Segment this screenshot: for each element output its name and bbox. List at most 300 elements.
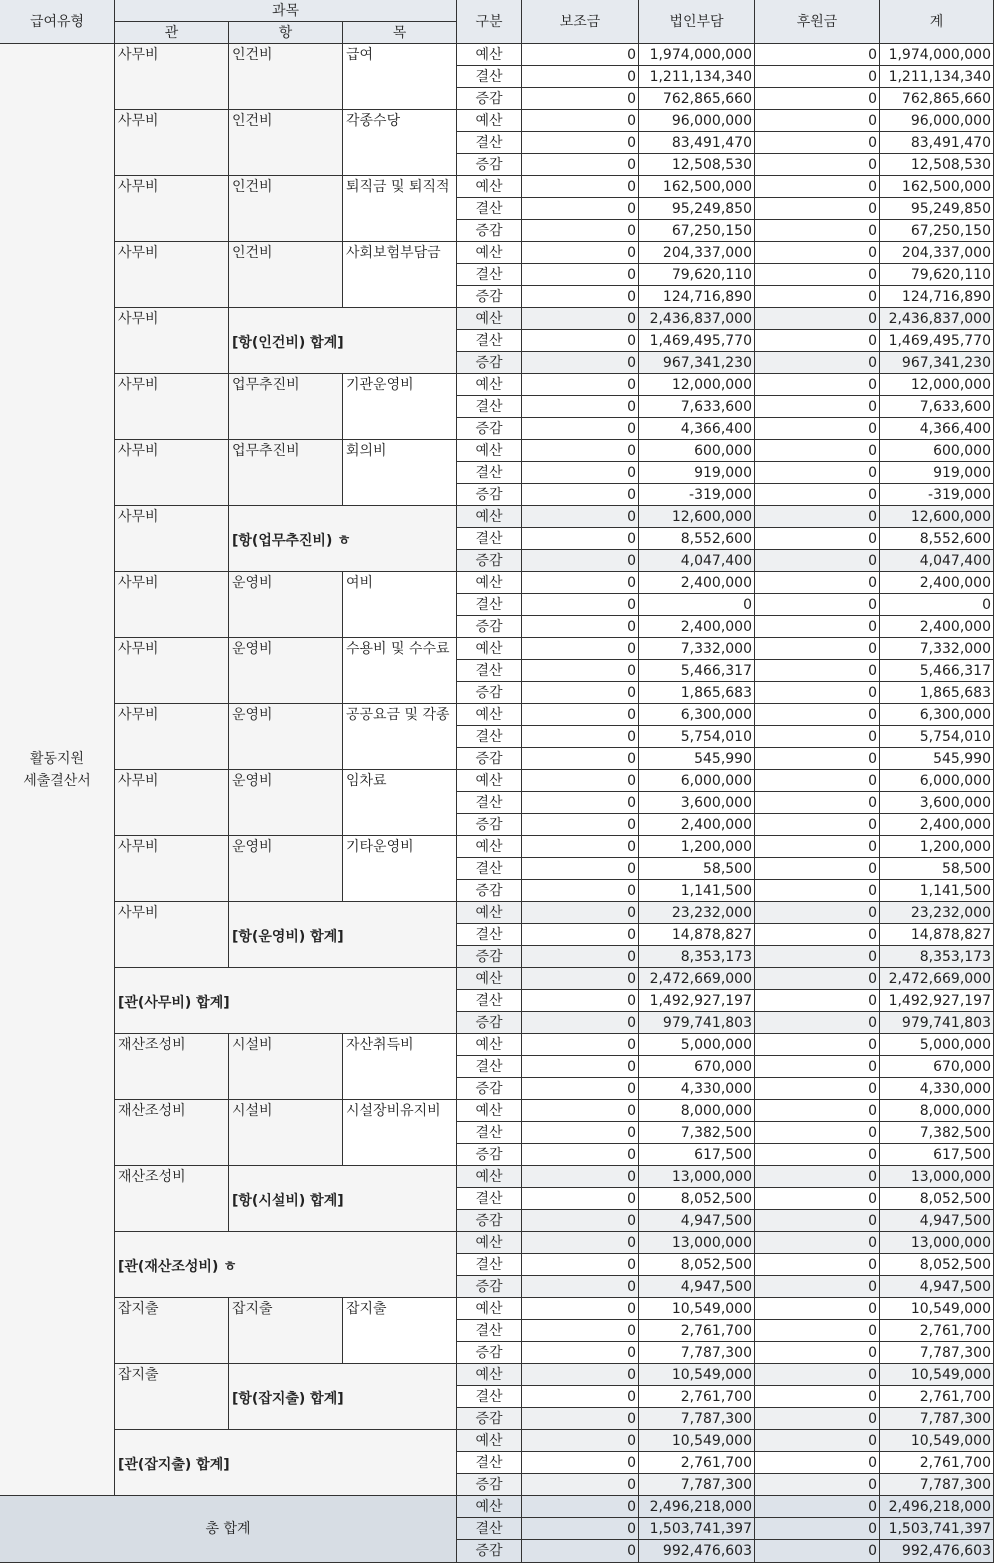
corporate-cell: 10,549,000 xyxy=(639,1364,755,1386)
corporate-cell: 4,947,500 xyxy=(639,1276,755,1298)
sponsor-cell: 0 xyxy=(755,440,880,462)
subsidy-cell: 0 xyxy=(522,66,639,88)
corporate-cell: 2,400,000 xyxy=(639,572,755,594)
division-cell: 증감 xyxy=(457,814,522,836)
grand-subsidy-cell: 0 xyxy=(522,1496,639,1518)
total-cell: 2,761,700 xyxy=(880,1452,994,1474)
hang-cell: 인건비 xyxy=(229,110,343,176)
division-cell: 예산 xyxy=(457,638,522,660)
header-hang: 항 xyxy=(229,22,343,44)
sponsor-cell: 0 xyxy=(755,330,880,352)
division-cell: 증감 xyxy=(457,682,522,704)
subsidy-cell: 0 xyxy=(522,1320,639,1342)
sponsor-cell: 0 xyxy=(755,858,880,880)
hang-cell: 잡지출 xyxy=(229,1298,343,1364)
division-cell: 증감 xyxy=(457,1276,522,1298)
hang-cell: 운영비 xyxy=(229,836,343,902)
subsidy-cell: 0 xyxy=(522,1122,639,1144)
mok-cell: 각종수당 xyxy=(343,110,457,176)
total-cell: 83,491,470 xyxy=(880,132,994,154)
corporate-cell: 4,366,400 xyxy=(639,418,755,440)
gwan-cell: 재산조성비 xyxy=(115,1166,229,1232)
mok-cell: 잡지출 xyxy=(343,1298,457,1364)
division-cell: 결산 xyxy=(457,990,522,1012)
sponsor-cell: 0 xyxy=(755,286,880,308)
mok-cell: 시설장비유지비 xyxy=(343,1100,457,1166)
total-cell: 12,600,000 xyxy=(880,506,994,528)
division-cell: 예산 xyxy=(457,44,522,66)
subsidy-cell: 0 xyxy=(522,1298,639,1320)
sponsor-cell: 0 xyxy=(755,792,880,814)
grand-total-label: 총 합계 xyxy=(0,1496,457,1563)
header-corporate: 법인부담 xyxy=(639,0,755,44)
grand-division-cell: 결산 xyxy=(457,1518,522,1540)
sponsor-cell: 0 xyxy=(755,1408,880,1430)
sponsor-cell: 0 xyxy=(755,374,880,396)
grand-total-cell: 2,496,218,000 xyxy=(880,1496,994,1518)
sponsor-cell: 0 xyxy=(755,968,880,990)
gwan-cell: 사무비 xyxy=(115,638,229,704)
subsidy-cell: 0 xyxy=(522,1386,639,1408)
division-cell: 증감 xyxy=(457,616,522,638)
division-cell: 증감 xyxy=(457,484,522,506)
corporate-cell: 7,382,500 xyxy=(639,1122,755,1144)
corporate-cell: 4,047,400 xyxy=(639,550,755,572)
sponsor-cell: 0 xyxy=(755,242,880,264)
corporate-cell: 2,472,669,000 xyxy=(639,968,755,990)
total-cell: 8,052,500 xyxy=(880,1188,994,1210)
total-cell: 12,000,000 xyxy=(880,374,994,396)
division-cell: 결산 xyxy=(457,66,522,88)
subsidy-cell: 0 xyxy=(522,902,639,924)
subsidy-cell: 0 xyxy=(522,1056,639,1078)
subsidy-cell: 0 xyxy=(522,242,639,264)
grand-division-cell: 예산 xyxy=(457,1496,522,1518)
sponsor-cell: 0 xyxy=(755,352,880,374)
corporate-cell: 5,466,317 xyxy=(639,660,755,682)
sponsor-cell: 0 xyxy=(755,1386,880,1408)
pay-type-cell xyxy=(0,44,115,1496)
division-cell: 증감 xyxy=(457,946,522,968)
total-cell: 919,000 xyxy=(880,462,994,484)
corporate-cell: 1,469,495,770 xyxy=(639,330,755,352)
subsidy-cell: 0 xyxy=(522,462,639,484)
division-cell: 증감 xyxy=(457,1210,522,1232)
division-cell: 결산 xyxy=(457,924,522,946)
corporate-cell: 79,620,110 xyxy=(639,264,755,286)
subsidy-cell: 0 xyxy=(522,1276,639,1298)
gwan-cell: 사무비 xyxy=(115,770,229,836)
division-cell: 결산 xyxy=(457,594,522,616)
hang-cell: 운영비 xyxy=(229,704,343,770)
corporate-cell: 6,000,000 xyxy=(639,770,755,792)
total-cell: 79,620,110 xyxy=(880,264,994,286)
total-cell: 1,211,134,340 xyxy=(880,66,994,88)
total-cell: 1,200,000 xyxy=(880,836,994,858)
total-cell: 0 xyxy=(880,594,994,616)
gwan-cell: 재산조성비 xyxy=(115,1034,229,1100)
subsidy-cell: 0 xyxy=(522,308,639,330)
total-cell: 967,341,230 xyxy=(880,352,994,374)
total-cell: 10,549,000 xyxy=(880,1298,994,1320)
total-cell: 2,400,000 xyxy=(880,814,994,836)
subsidy-cell: 0 xyxy=(522,1188,639,1210)
subsidy-cell: 0 xyxy=(522,374,639,396)
subsidy-cell: 0 xyxy=(522,1012,639,1034)
total-cell: 6,300,000 xyxy=(880,704,994,726)
grand-total-cell: 1,503,741,397 xyxy=(880,1518,994,1540)
total-cell: 58,500 xyxy=(880,858,994,880)
subsidy-cell: 0 xyxy=(522,704,639,726)
corporate-cell: 1,211,134,340 xyxy=(639,66,755,88)
total-cell: 10,549,000 xyxy=(880,1430,994,1452)
total-cell: 670,000 xyxy=(880,1056,994,1078)
division-cell: 결산 xyxy=(457,726,522,748)
corporate-cell: 67,250,150 xyxy=(639,220,755,242)
hang-cell: 시설비 xyxy=(229,1034,343,1100)
total-cell: 7,787,300 xyxy=(880,1408,994,1430)
subsidy-cell: 0 xyxy=(522,814,639,836)
corporate-cell: 1,974,000,000 xyxy=(639,44,755,66)
sponsor-cell: 0 xyxy=(755,616,880,638)
corporate-cell: 7,332,000 xyxy=(639,638,755,660)
division-cell: 결산 xyxy=(457,660,522,682)
mok-cell: 기관운영비 xyxy=(343,374,457,440)
subsidy-cell: 0 xyxy=(522,770,639,792)
sponsor-cell: 0 xyxy=(755,1188,880,1210)
corporate-cell: 6,300,000 xyxy=(639,704,755,726)
sponsor-cell: 0 xyxy=(755,176,880,198)
total-cell: 2,761,700 xyxy=(880,1320,994,1342)
corporate-cell: 670,000 xyxy=(639,1056,755,1078)
subsidy-cell: 0 xyxy=(522,748,639,770)
corporate-cell: 8,353,173 xyxy=(639,946,755,968)
division-cell: 예산 xyxy=(457,1034,522,1056)
hang-total-label: [항(잡지출) 합계] xyxy=(229,1364,457,1430)
subsidy-cell: 0 xyxy=(522,1254,639,1276)
total-cell: 1,141,500 xyxy=(880,880,994,902)
sponsor-cell: 0 xyxy=(755,704,880,726)
gwan-cell: 사무비 xyxy=(115,110,229,176)
total-cell: 7,382,500 xyxy=(880,1122,994,1144)
subsidy-cell: 0 xyxy=(522,1210,639,1232)
sponsor-cell: 0 xyxy=(755,506,880,528)
corporate-cell: 8,000,000 xyxy=(639,1100,755,1122)
sponsor-cell: 0 xyxy=(755,132,880,154)
division-cell: 결산 xyxy=(457,264,522,286)
gwan-cell: 사무비 xyxy=(115,902,229,968)
corporate-cell: 617,500 xyxy=(639,1144,755,1166)
subsidy-cell: 0 xyxy=(522,418,639,440)
sponsor-cell: 0 xyxy=(755,484,880,506)
total-cell: 2,761,700 xyxy=(880,1386,994,1408)
sponsor-cell: 0 xyxy=(755,1056,880,1078)
division-cell: 결산 xyxy=(457,330,522,352)
subsidy-cell: 0 xyxy=(522,1452,639,1474)
total-cell: 10,549,000 xyxy=(880,1364,994,1386)
total-cell: 8,552,600 xyxy=(880,528,994,550)
subsidy-cell: 0 xyxy=(522,110,639,132)
total-cell: 762,865,660 xyxy=(880,88,994,110)
division-cell: 결산 xyxy=(457,858,522,880)
subsidy-cell: 0 xyxy=(522,176,639,198)
grand-sponsor-cell: 0 xyxy=(755,1496,880,1518)
sponsor-cell: 0 xyxy=(755,770,880,792)
corporate-cell: -319,000 xyxy=(639,484,755,506)
subsidy-cell: 0 xyxy=(522,396,639,418)
division-cell: 결산 xyxy=(457,1122,522,1144)
subsidy-cell: 0 xyxy=(522,946,639,968)
corporate-cell: 83,491,470 xyxy=(639,132,755,154)
sponsor-cell: 0 xyxy=(755,1474,880,1496)
division-cell: 결산 xyxy=(457,1188,522,1210)
subsidy-cell: 0 xyxy=(522,880,639,902)
subsidy-cell: 0 xyxy=(522,154,639,176)
division-cell: 결산 xyxy=(457,1056,522,1078)
sponsor-cell: 0 xyxy=(755,154,880,176)
total-cell: -319,000 xyxy=(880,484,994,506)
corporate-cell: 1,492,927,197 xyxy=(639,990,755,1012)
subsidy-cell: 0 xyxy=(522,44,639,66)
hang-cell: 운영비 xyxy=(229,770,343,836)
header-mok: 목 xyxy=(343,22,457,44)
total-cell: 600,000 xyxy=(880,440,994,462)
header-gwan: 관 xyxy=(115,22,229,44)
division-cell: 증감 xyxy=(457,1144,522,1166)
division-cell: 증감 xyxy=(457,1408,522,1430)
subsidy-cell: 0 xyxy=(522,220,639,242)
mok-cell: 자산취득비 xyxy=(343,1034,457,1100)
sponsor-cell: 0 xyxy=(755,1100,880,1122)
subsidy-cell: 0 xyxy=(522,1408,639,1430)
division-cell: 증감 xyxy=(457,286,522,308)
division-cell: 결산 xyxy=(457,528,522,550)
total-cell: 162,500,000 xyxy=(880,176,994,198)
sponsor-cell: 0 xyxy=(755,1232,880,1254)
subsidy-cell: 0 xyxy=(522,1342,639,1364)
corporate-cell: 2,761,700 xyxy=(639,1320,755,1342)
subsidy-cell: 0 xyxy=(522,968,639,990)
corporate-cell: 12,000,000 xyxy=(639,374,755,396)
total-cell: 7,332,000 xyxy=(880,638,994,660)
subsidy-cell: 0 xyxy=(522,132,639,154)
sponsor-cell: 0 xyxy=(755,1320,880,1342)
sponsor-cell: 0 xyxy=(755,880,880,902)
gwan-cell: 사무비 xyxy=(115,308,229,374)
total-cell: 4,366,400 xyxy=(880,418,994,440)
corporate-cell: 1,141,500 xyxy=(639,880,755,902)
sponsor-cell: 0 xyxy=(755,660,880,682)
corporate-cell: 124,716,890 xyxy=(639,286,755,308)
corporate-cell: 3,600,000 xyxy=(639,792,755,814)
corporate-cell: 14,878,827 xyxy=(639,924,755,946)
division-cell: 결산 xyxy=(457,198,522,220)
header-subject: 과목 xyxy=(115,0,457,22)
subsidy-cell: 0 xyxy=(522,1232,639,1254)
total-cell: 7,787,300 xyxy=(880,1342,994,1364)
pay-type-line2: 세출결산서 xyxy=(23,772,91,789)
total-cell: 2,472,669,000 xyxy=(880,968,994,990)
subsidy-cell: 0 xyxy=(522,1144,639,1166)
division-cell: 증감 xyxy=(457,352,522,374)
sponsor-cell: 0 xyxy=(755,462,880,484)
gwan-cell: 잡지출 xyxy=(115,1364,229,1430)
corporate-cell: 8,052,500 xyxy=(639,1188,755,1210)
corporate-cell: 8,052,500 xyxy=(639,1254,755,1276)
gwan-cell: 잡지출 xyxy=(115,1298,229,1364)
sponsor-cell: 0 xyxy=(755,1254,880,1276)
total-cell: 8,052,500 xyxy=(880,1254,994,1276)
division-cell: 증감 xyxy=(457,1012,522,1034)
corporate-cell: 7,787,300 xyxy=(639,1474,755,1496)
total-cell: 12,508,530 xyxy=(880,154,994,176)
total-cell: 96,000,000 xyxy=(880,110,994,132)
mok-cell: 사회보험부담금 xyxy=(343,242,457,308)
division-cell: 증감 xyxy=(457,1342,522,1364)
sponsor-cell: 0 xyxy=(755,1034,880,1056)
corporate-cell: 2,436,837,000 xyxy=(639,308,755,330)
gwan-total-label: [관(사무비) 합계] xyxy=(115,968,457,1034)
division-cell: 예산 xyxy=(457,374,522,396)
corporate-cell: 23,232,000 xyxy=(639,902,755,924)
division-cell: 예산 xyxy=(457,1232,522,1254)
corporate-cell: 762,865,660 xyxy=(639,88,755,110)
subsidy-cell: 0 xyxy=(522,1100,639,1122)
total-cell: 23,232,000 xyxy=(880,902,994,924)
subsidy-cell: 0 xyxy=(522,990,639,1012)
division-cell: 증감 xyxy=(457,418,522,440)
gwan-cell: 사무비 xyxy=(115,572,229,638)
division-cell: 예산 xyxy=(457,1166,522,1188)
corporate-cell: 600,000 xyxy=(639,440,755,462)
total-cell: 979,741,803 xyxy=(880,1012,994,1034)
hang-total-label: [항(업무추진비) ㅎ xyxy=(229,506,457,572)
division-cell: 결산 xyxy=(457,132,522,154)
sponsor-cell: 0 xyxy=(755,924,880,946)
division-cell: 결산 xyxy=(457,462,522,484)
subsidy-cell: 0 xyxy=(522,594,639,616)
gwan-cell: 사무비 xyxy=(115,44,229,110)
corporate-cell: 12,508,530 xyxy=(639,154,755,176)
sponsor-cell: 0 xyxy=(755,550,880,572)
header-pay-type: 급여유형 xyxy=(0,0,115,44)
hang-cell: 업무추진비 xyxy=(229,440,343,506)
sponsor-cell: 0 xyxy=(755,1166,880,1188)
subsidy-cell: 0 xyxy=(522,264,639,286)
subsidy-cell: 0 xyxy=(522,330,639,352)
hang-total-label: [항(운영비) 합계] xyxy=(229,902,457,968)
total-cell: 7,633,600 xyxy=(880,396,994,418)
total-cell: 124,716,890 xyxy=(880,286,994,308)
corporate-cell: 2,400,000 xyxy=(639,616,755,638)
corporate-cell: 2,400,000 xyxy=(639,814,755,836)
division-cell: 결산 xyxy=(457,792,522,814)
total-cell: 5,754,010 xyxy=(880,726,994,748)
subsidy-cell: 0 xyxy=(522,528,639,550)
subsidy-cell: 0 xyxy=(522,1166,639,1188)
division-cell: 예산 xyxy=(457,1430,522,1452)
sponsor-cell: 0 xyxy=(755,1210,880,1232)
total-cell: 1,492,927,197 xyxy=(880,990,994,1012)
hang-cell: 업무추진비 xyxy=(229,374,343,440)
total-cell: 8,000,000 xyxy=(880,1100,994,1122)
gwan-cell: 사무비 xyxy=(115,374,229,440)
mok-cell: 여비 xyxy=(343,572,457,638)
subsidy-cell: 0 xyxy=(522,638,639,660)
corporate-cell: 2,761,700 xyxy=(639,1452,755,1474)
gwan-cell: 사무비 xyxy=(115,242,229,308)
corporate-cell: 1,865,683 xyxy=(639,682,755,704)
subsidy-cell: 0 xyxy=(522,660,639,682)
subsidy-cell: 0 xyxy=(522,572,639,594)
division-cell: 예산 xyxy=(457,308,522,330)
corporate-cell: 204,337,000 xyxy=(639,242,755,264)
subsidy-cell: 0 xyxy=(522,1474,639,1496)
total-cell: 2,400,000 xyxy=(880,572,994,594)
sponsor-cell: 0 xyxy=(755,1430,880,1452)
division-cell: 예산 xyxy=(457,770,522,792)
sponsor-cell: 0 xyxy=(755,1144,880,1166)
hang-total-label: [항(인건비) 합계] xyxy=(229,308,457,374)
subsidy-cell: 0 xyxy=(522,440,639,462)
gwan-total-label: [관(잡지출) 합계] xyxy=(115,1430,457,1496)
grand-corporate-cell: 1,503,741,397 xyxy=(639,1518,755,1540)
gwan-cell: 재산조성비 xyxy=(115,1100,229,1166)
division-cell: 증감 xyxy=(457,1474,522,1496)
division-cell: 예산 xyxy=(457,704,522,726)
division-cell: 결산 xyxy=(457,396,522,418)
sponsor-cell: 0 xyxy=(755,110,880,132)
sponsor-cell: 0 xyxy=(755,726,880,748)
total-cell: 8,353,173 xyxy=(880,946,994,968)
grand-sponsor-cell: 0 xyxy=(755,1518,880,1540)
sponsor-cell: 0 xyxy=(755,396,880,418)
total-cell: 14,878,827 xyxy=(880,924,994,946)
sponsor-cell: 0 xyxy=(755,748,880,770)
sponsor-cell: 0 xyxy=(755,44,880,66)
subsidy-cell: 0 xyxy=(522,1034,639,1056)
total-cell: 1,974,000,000 xyxy=(880,44,994,66)
gwan-cell: 사무비 xyxy=(115,176,229,242)
total-cell: 95,249,850 xyxy=(880,198,994,220)
subsidy-cell: 0 xyxy=(522,924,639,946)
division-cell: 결산 xyxy=(457,1386,522,1408)
corporate-cell: 7,787,300 xyxy=(639,1342,755,1364)
total-cell: 2,436,837,000 xyxy=(880,308,994,330)
sponsor-cell: 0 xyxy=(755,198,880,220)
subsidy-cell: 0 xyxy=(522,286,639,308)
sponsor-cell: 0 xyxy=(755,836,880,858)
subsidy-cell: 0 xyxy=(522,352,639,374)
sponsor-cell: 0 xyxy=(755,88,880,110)
division-cell: 결산 xyxy=(457,1254,522,1276)
total-cell: 4,947,500 xyxy=(880,1210,994,1232)
subsidy-cell: 0 xyxy=(522,726,639,748)
total-cell: 1,469,495,770 xyxy=(880,330,994,352)
hang-cell: 운영비 xyxy=(229,638,343,704)
corporate-cell: 13,000,000 xyxy=(639,1166,755,1188)
subsidy-cell: 0 xyxy=(522,858,639,880)
mok-cell: 공공요금 및 각종 xyxy=(343,704,457,770)
gwan-cell: 사무비 xyxy=(115,440,229,506)
total-cell: 1,865,683 xyxy=(880,682,994,704)
corporate-cell: 545,990 xyxy=(639,748,755,770)
sponsor-cell: 0 xyxy=(755,1364,880,1386)
sponsor-cell: 0 xyxy=(755,594,880,616)
corporate-cell: 979,741,803 xyxy=(639,1012,755,1034)
sponsor-cell: 0 xyxy=(755,308,880,330)
mok-cell: 회의비 xyxy=(343,440,457,506)
